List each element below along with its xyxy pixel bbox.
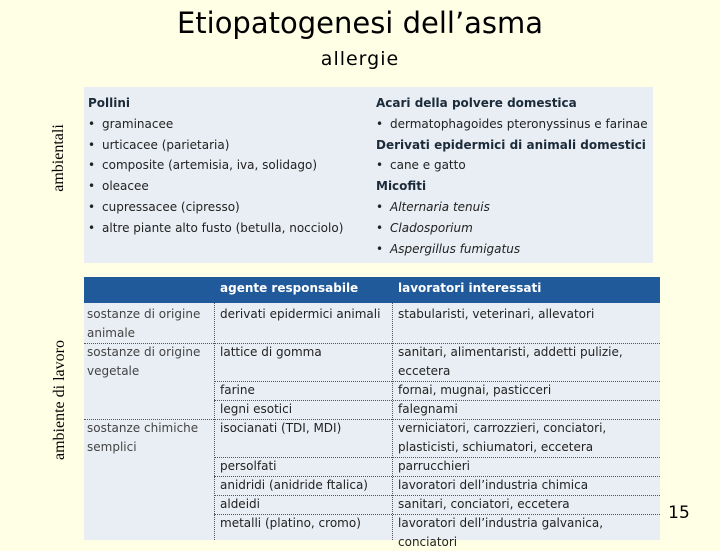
group-label: semplici: [87, 439, 137, 454]
workers-line: verniciatori, carrozzieri, conciatori,: [398, 421, 607, 435]
agent-cell: anidridi (anidride ftalica): [220, 478, 368, 492]
workers-line: eccetera: [398, 363, 451, 378]
side-label-ambientali: ambientali: [50, 124, 67, 192]
header-lavoratori: lavoratori interessati: [398, 281, 542, 295]
workers-line: sanitari, alimentaristi, addetti pulizie,: [398, 345, 623, 359]
lavoro-table: [84, 277, 660, 549]
agent-cell: aldeidi: [220, 497, 260, 511]
workers-cell: sanitari, conciatori, eccetera: [398, 497, 570, 511]
list-item: • urticacee (parietaria): [88, 135, 368, 156]
list-heading: Micofiti: [376, 179, 427, 194]
group-label: sostanze di origine: [87, 307, 201, 321]
page-number: 15: [668, 503, 690, 523]
ambientali-left-column: [88, 93, 368, 239]
header-agente: agente responsabile: [220, 281, 359, 295]
list-item: • graminacee: [88, 114, 368, 135]
agent-cell: isocianati (TDI, MDI): [220, 421, 342, 435]
workers-cell: parrucchieri: [398, 459, 471, 473]
slide-title: Etiopatogenesi dell’asma: [176, 6, 544, 40]
agent-cell: persolfati: [220, 459, 277, 473]
workers-cell: [398, 343, 623, 380]
workers-cell: lavoratori dell’industria chimica: [398, 478, 589, 492]
table-header: [84, 277, 660, 303]
side-label-lavoro: ambiente di lavoro: [51, 340, 68, 460]
agent-cell: farine: [220, 383, 255, 397]
list-item: • oleacee: [88, 176, 368, 197]
group-label: animale: [87, 325, 136, 340]
list-item: • Aspergillus fumigatus: [376, 239, 651, 260]
list-item: • altre piante alto fusto (betulla, nocciolo): [88, 218, 368, 239]
agent-cell: metalli (platino, cromo): [220, 516, 361, 530]
group-animale: [87, 305, 200, 342]
list-heading: Acari della polvere domestica: [376, 96, 577, 110]
list-item: • dermatophagoides pteronyssinus e farinae: [376, 114, 651, 135]
list-heading: Derivati epidermici di animali domestici: [376, 137, 646, 152]
slide-subtitle: allergie: [320, 48, 400, 70]
workers-cell: stabularisti, veterinari, allevatori: [398, 307, 595, 321]
workers-cell: falegnami: [398, 402, 458, 416]
agent-cell: derivati epidermici animali: [220, 307, 381, 321]
list-heading: Pollini: [88, 96, 131, 110]
list-item: • Cladosporium: [376, 218, 651, 239]
workers-cell: fornai, mugnai, pasticceri: [398, 383, 552, 397]
workers-cell: [398, 419, 606, 456]
list-item: • Alternaria tenuis: [376, 197, 651, 218]
column-divider: [214, 303, 215, 540]
group-vegetale: [87, 343, 200, 380]
group-label: vegetale: [87, 363, 140, 378]
workers-cell: lavoratori dell’industria galvanica, conciatori: [398, 516, 604, 549]
group-chimiche: [87, 419, 198, 456]
agent-cell: lattice di gomma: [220, 345, 322, 359]
column-divider: [392, 303, 393, 540]
workers-line: plasticisti, schiumatori, eccetera: [398, 439, 594, 454]
group-label: sostanze chimiche: [87, 421, 199, 435]
list-item: • composite (artemisia, iva, solidago): [88, 155, 368, 176]
list-item: • cane e gatto: [376, 155, 651, 176]
list-item: • cupressacee (cipresso): [88, 197, 368, 218]
ambientali-right-column: [376, 93, 651, 259]
ambientali-panel: [84, 87, 653, 263]
agent-cell: legni esotici: [220, 402, 293, 416]
group-label: sostanze di origine: [87, 345, 201, 359]
